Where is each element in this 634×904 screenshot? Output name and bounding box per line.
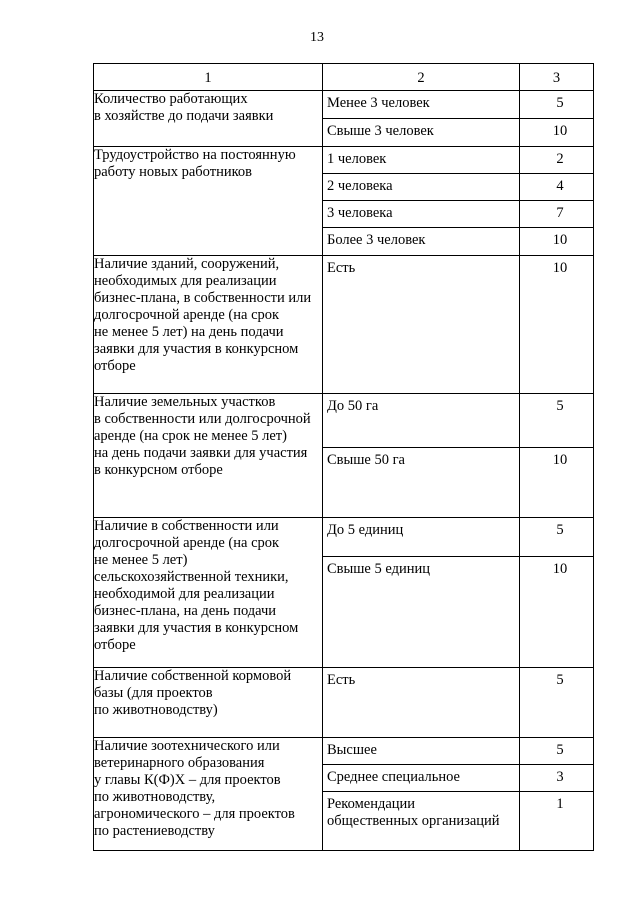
option-score: 7 [520,201,593,228]
options-cell [323,147,520,256]
options-cell [323,668,520,738]
option-score: 10 [552,123,568,139]
option-label: До 50 га [323,394,519,448]
options-cell [323,738,520,851]
scores-cell [520,256,594,394]
option-score: 5 [520,91,593,119]
option-label: Есть [327,672,356,688]
scores-cell [520,147,594,256]
option-score: 10 [552,452,568,468]
criterion-cell: Количество работающих в хозяйстве до подачи заявки [94,91,323,147]
table-row [94,738,594,851]
table-row [94,668,594,738]
option-score: 10 [552,561,568,577]
scores-cell [520,518,594,668]
option-label: Более 3 человек [327,232,426,248]
criterion-cell: Наличие зданий, сооружений, необходимых для реализации бизнес-плана, в собственности или долгосрочной аренде (на срок не менее 5 лет) на день подачи заявки для участия в конкурсном отборе [94,256,323,394]
option-label: 2 человека [323,174,519,201]
option-score: 1 [556,796,564,812]
column-header: 3 [520,64,594,91]
option-label: Менее 3 человек [323,91,519,119]
table-row [94,91,594,147]
option-label: Свыше 5 единиц [327,561,431,577]
criterion-cell: Наличие в собственности или долгосрочной аренде (на срок не менее 5 лет) сельскохозяйственной техники, необходимой для реализации бизнес-плана, на день подачи заявки для участия в конкурсном отборе [94,518,323,668]
option-label: Высшее [323,738,519,765]
criterion-cell: Наличие собственной кормовой базы (для проектов по животноводству) [94,668,323,738]
option-score: 2 [520,147,593,174]
option-label: Есть [327,260,356,276]
table-header-row [94,64,594,91]
table-row [94,256,594,394]
option-score: 4 [520,174,593,201]
options-cell [323,256,520,394]
options-cell [323,91,520,147]
option-label: Среднее специальное [323,765,519,792]
criterion-cell: Трудоустройство на постоянную работу новых работников [94,147,323,256]
options-cell [323,518,520,668]
criterion-cell: Наличие земельных участков в собственности или долгосрочной аренде (на срок не менее 5 лет) на день подачи заявки для участия в конкурсном отборе [94,394,323,518]
page-number: 13 [310,30,324,45]
option-score: 10 [552,260,568,276]
scores-cell [520,91,594,147]
column-header: 1 [94,64,323,91]
scores-cell [520,394,594,518]
table-row [94,518,594,668]
option-score: 3 [520,765,593,792]
scores-cell [520,668,594,738]
criterion-cell: Наличие зоотехнического или ветеринарного образования у главы К(Ф)Х – для проектов по животноводству, агрономического – для проектов по растениеводству [94,738,323,851]
option-label: 3 человека [323,201,519,228]
option-label: Свыше 50 га [327,452,405,468]
option-label: До 5 единиц [323,518,519,557]
option-score: 5 [556,672,564,688]
option-score: 5 [520,738,593,765]
option-label: 1 человек [323,147,519,174]
table-row [94,394,594,518]
criteria-table [93,63,594,851]
column-header: 2 [323,64,520,91]
option-score: 5 [520,518,593,557]
option-label: Свыше 3 человек [327,123,434,139]
options-cell [323,394,520,518]
table-row [94,147,594,256]
option-label: Рекомендации общественных организаций [327,796,500,829]
option-score: 5 [520,394,593,448]
option-score: 10 [552,232,568,248]
scores-cell [520,738,594,851]
